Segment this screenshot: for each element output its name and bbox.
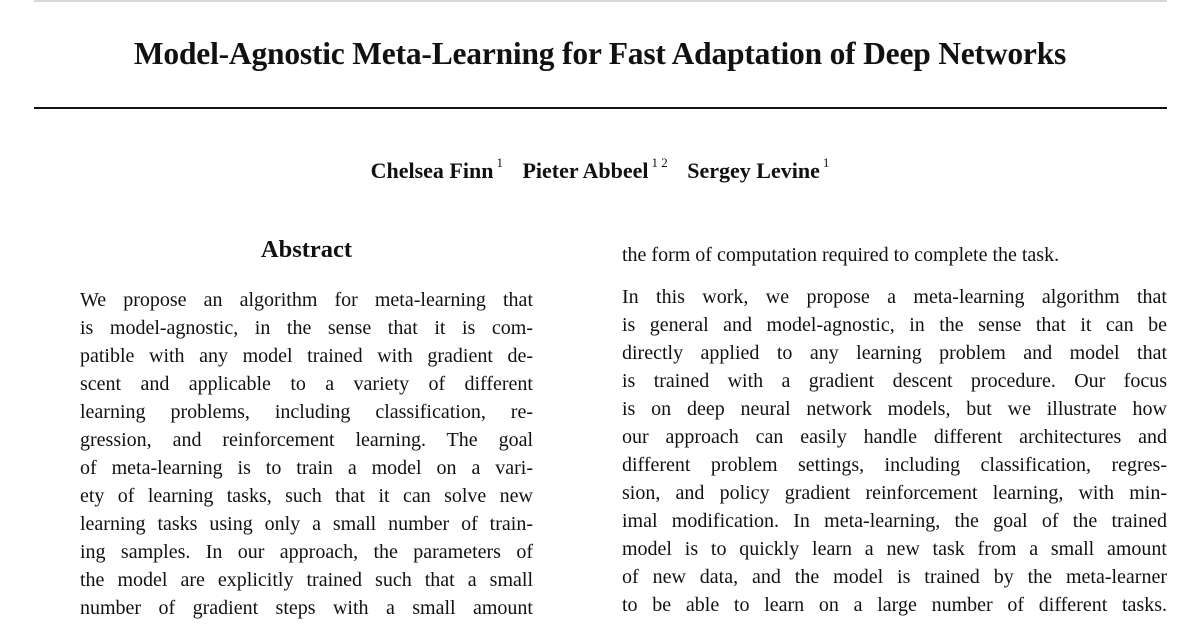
author-affiliation: 1 xyxy=(822,155,830,170)
abstract-body xyxy=(80,286,533,622)
abstract-line: number of gradient steps with a small amount xyxy=(80,597,533,619)
intro-line: to be able to learn on a large number of different tasks. xyxy=(622,594,1167,616)
intro-line: model is to quickly learn a new task from a small amount xyxy=(622,538,1167,560)
intro-body xyxy=(622,283,1167,619)
author-name: Sergey Levine xyxy=(687,158,820,184)
title-rule xyxy=(34,107,1167,109)
author-name: Chelsea Finn xyxy=(370,158,494,184)
intro-line: is trained with a gradient descent procedure. Our focus xyxy=(622,370,1167,392)
intro-line: imal modification. In meta-learning, the goal of the trained xyxy=(622,510,1167,532)
intro-line: of new data, and the model is trained by the meta-learner xyxy=(622,566,1167,588)
intro-line: is general and model-agnostic, in the sense that it can be xyxy=(622,314,1167,336)
abstract-line: learning problems, including classification, re- xyxy=(80,401,533,423)
author-affiliation: 1 xyxy=(496,155,503,170)
abstract-line: learning tasks using only a small number of train- xyxy=(80,513,533,535)
intro-line: sion, and policy gradient reinforcement learning, with min- xyxy=(622,482,1167,504)
intro-line: is on deep neural network models, but we illustrate how xyxy=(622,398,1167,420)
abstract-line: ety of learning tasks, such that it can solve new xyxy=(80,485,533,507)
author-affiliation: 1 2 xyxy=(651,155,668,170)
abstract-line: ing samples. In our approach, the parameters of xyxy=(80,541,533,563)
abstract-line: We propose an algorithm for meta-learning that xyxy=(80,289,533,311)
author-1 xyxy=(370,155,503,184)
intro-lead-line: the form of computation required to complete the task. xyxy=(622,244,1060,266)
intro-line: In this work, we propose a meta-learning algorithm that xyxy=(622,286,1167,308)
abstract-line: the model are explicitly trained such that a small xyxy=(80,569,533,591)
abstract-line: of meta-learning is to train a model on a vari- xyxy=(80,457,533,479)
abstract-line: gression, and reinforcement learning. The goal xyxy=(80,429,533,451)
author-2 xyxy=(522,155,668,184)
intro-line: different problem settings, including classification, regres- xyxy=(622,454,1167,476)
intro-line: our approach can easily handle different architectures and xyxy=(622,426,1167,448)
page-top-rule xyxy=(34,0,1167,2)
intro-line: directly applied to any learning problem and model that xyxy=(622,342,1167,364)
abstract-line: scent and applicable to a variety of different xyxy=(80,373,533,395)
author-list xyxy=(0,155,1200,184)
author-name: Pieter Abbeel xyxy=(522,158,649,184)
abstract-line: patible with any model trained with gradient de- xyxy=(80,345,533,367)
author-3 xyxy=(687,155,830,184)
paper-title: Model-Agnostic Meta-Learning for Fast Adaptation of Deep Networks xyxy=(133,36,1067,71)
abstract-heading: Abstract xyxy=(260,236,353,263)
abstract-line: is model-agnostic, in the sense that it is com- xyxy=(80,317,533,339)
